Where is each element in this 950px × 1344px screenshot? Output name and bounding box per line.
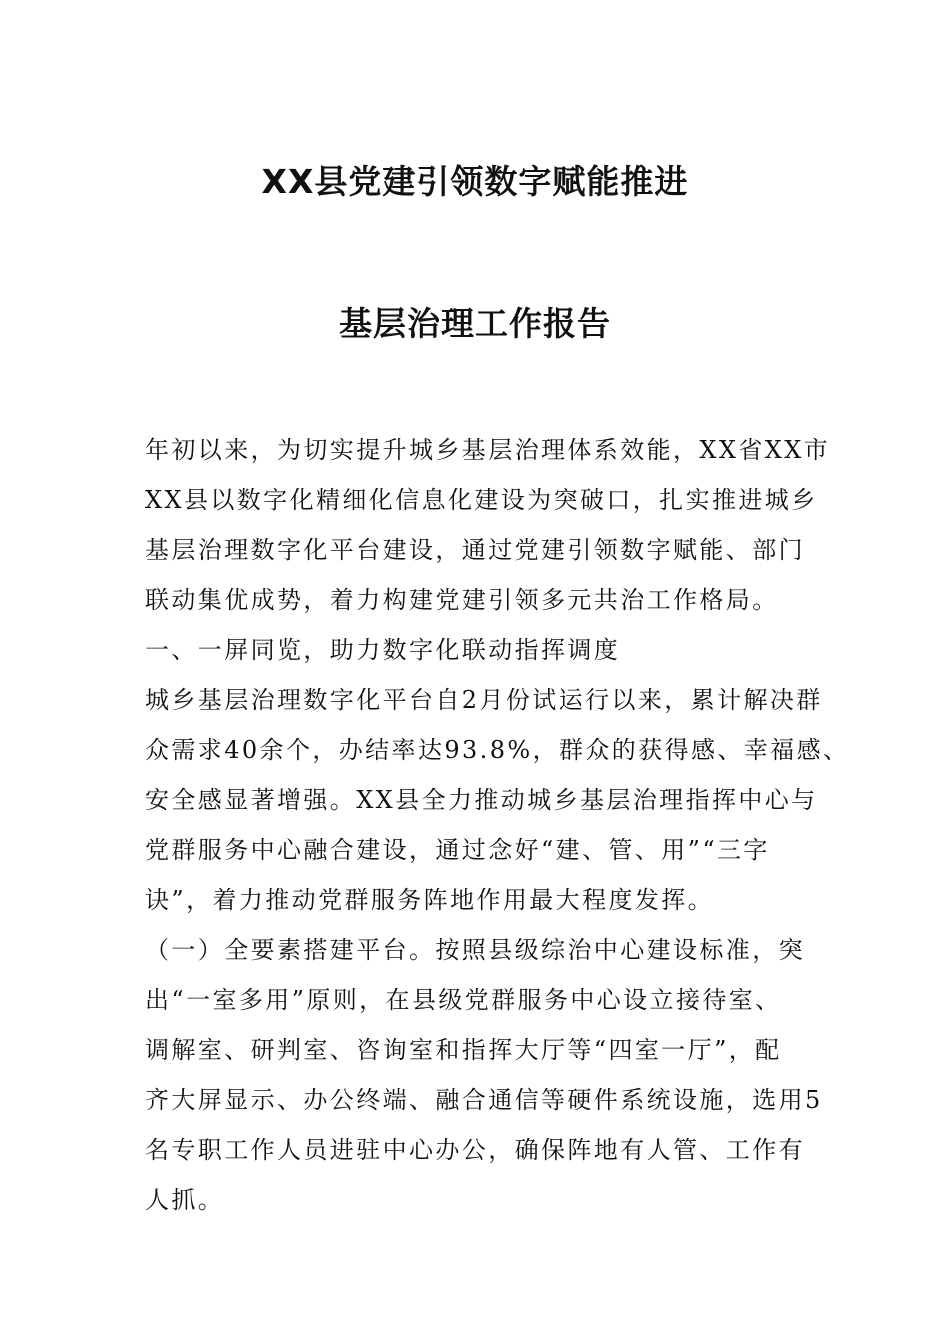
body-line: 齐大屏显示、办公终端、融合通信等硬件系统设施，选用5 [145, 1086, 823, 1114]
body-line: XX县以数字化精细化信息化建设为突破口，扎实推进城乡 [145, 486, 818, 514]
document-title-line-2: 基层治理工作报告 [339, 304, 611, 343]
subsection-line: （一）全要素搭建平台。按照县级综治中心建设标准，突 [145, 936, 805, 964]
body-line: 年初以来，为切实提升城乡基层治理体系效能，XX省XX市 [145, 436, 831, 464]
body-line: 城乡基层治理数字化平台自2月份试运行以来，累计解决群 [145, 686, 823, 714]
body-line: 联动集优成势，着力构建党建引领多元共治工作格局。 [145, 586, 779, 614]
body-line: 众需求40余个，办结率达93.8%，群众的获得感、幸福感、 [145, 736, 850, 764]
body-line: 诀”，着力推动党群服务阵地作用最大程度发挥。 [145, 886, 715, 914]
body-line: 名专职工作人员进驻中心办公，确保阵地有人管、工作有 [145, 1136, 805, 1164]
body-line: 安全感显著增强。XX县全力推动城乡基层治理指挥中心与 [145, 786, 818, 814]
body-line: 人抓。 [145, 1186, 225, 1214]
body-line: 党群服务中心融合建设，通过念好“建、管、用”“三字 [145, 836, 770, 864]
body-line: 出“一室多用”原则，在县级党群服务中心设立接待室、 [145, 986, 782, 1014]
section-heading: 一、一屏同览，助力数字化联动指挥调度 [145, 636, 621, 664]
document-title-line-1: XX县党建引领数字赋能推进 [261, 162, 689, 201]
body-line: 调解室、研判室、咨询室和指挥大厅等“四室一厅”，配 [145, 1036, 782, 1064]
body-line: 基层治理数字化平台建设，通过党建引领数字赋能、部门 [145, 536, 805, 564]
document-body [145, 425, 850, 1225]
